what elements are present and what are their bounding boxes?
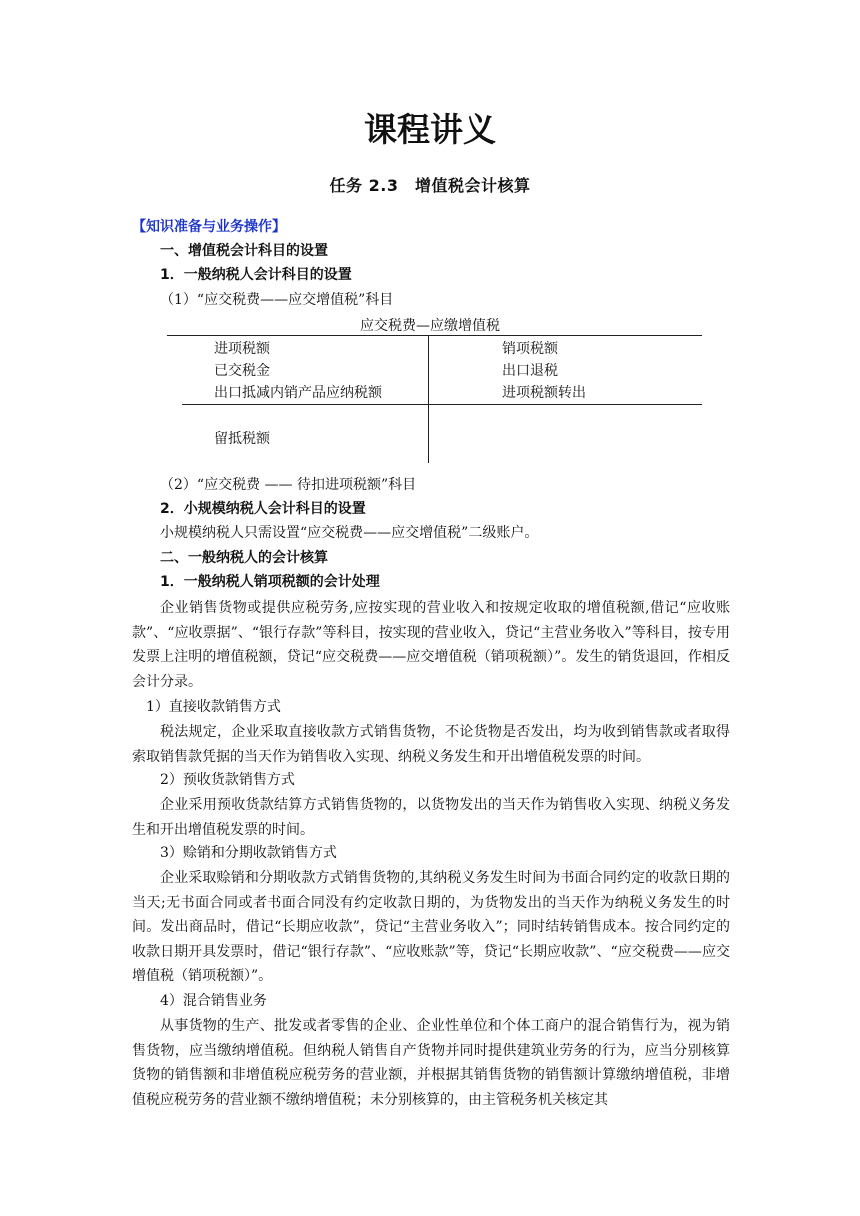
subheading: 2）预收货款销售方式 <box>160 772 295 788</box>
debit-item: 已交税金 <box>214 363 270 379</box>
subheading: 4）混合销售业务 <box>160 993 267 1009</box>
task-subtitle: 任务 2.3 增值税会计核算 <box>329 176 531 195</box>
paragraph: 企业采取赊销和分期收款方式销售货物的,其纳税义务发生时间为书面合同约定的收款日期的当天;无书面合同或者书面合同没有约定收款日期的，为货物发出的当天作为纳税义务发生的时间。发出商品时，借记“长期应收款”，贷记“主营业务收入”；同时结转销售成本。按合同约定的收款日期开具发票时，借记“银行存款”、“应收账款”等，贷记“长期应收款”、“应交税费——应交增值税（销项税额）”。 <box>132 870 730 985</box>
debit-item: 出口抵减内销产品应纳税额 <box>214 385 382 401</box>
item-1: （1）“应交税费——应交增值税”科目 <box>160 292 394 308</box>
debit-item: 进项税额 <box>214 341 270 357</box>
heading-2-1: 1．一般纳税人销项税额的会计处理 <box>160 574 380 590</box>
credit-item: 出口退税 <box>502 363 558 379</box>
t-account-title: 应交税费—应缴增值税 <box>360 318 500 334</box>
credit-item: 进项税额转出 <box>502 385 586 401</box>
balance-item: 留抵税额 <box>214 431 270 447</box>
t-account-balance-line <box>182 404 702 405</box>
item-2: （2）“应交税费 —— 待扣进项税额”科目 <box>160 477 417 493</box>
t-account-divider <box>428 335 429 463</box>
heading-2: 二、一般纳税人的会计核算 <box>160 550 328 566</box>
paragraph-small-taxpayer: 小规模纳税人只需设置“应交税费——应交增值税”二级账户。 <box>160 525 539 541</box>
heading-1: 一、增值税会计科目的设置 <box>160 243 328 259</box>
paragraph: 从事货物的生产、批发或者零售的企业、企业性单位和个体工商户的混合销售行为，视为销售货物，应当缴纳增值税。但纳税人销售自产货物并同时提供建筑业劳务的行为，应当分别核算货物的销售额和非增值税应税劳务的营业额，并根据其销售货物的销售额计算缴纳增值税，非增值税应税劳务的营业额不缴纳增值税；未分别核算的，由主管税务机关核定其 <box>132 1018 730 1108</box>
t-account-top-line <box>167 335 702 336</box>
paragraph: 税法规定，企业采取直接收款方式销售货物，不论货物是否发出，均为收到销售款或者取得索取销售款凭据的当天作为销售收入实现、纳税义务发生和开出增值税发票的时间。 <box>132 724 730 765</box>
heading-1-2: 2．小规模纳税人会计科目的设置 <box>160 501 366 517</box>
paragraph: 企业采用预收货款结算方式销售货物的，以货物发出的当天作为销售收入实现、纳税义务发生和开出增值税发票的时间。 <box>132 797 730 838</box>
credit-item: 销项税额 <box>502 341 558 357</box>
subheading: 1）直接收款销售方式 <box>146 699 281 715</box>
section-tag: 【知识准备与业务操作】 <box>132 219 286 235</box>
paragraph: 企业销售货物或提供应税劳务,应按实现的营业收入和按规定收取的增值税额,借记“应收账款”、“应收票据”、“银行存款”等科目，按实现的营业收入，贷记“主营业务收入”等科目，按专用发票上注明的增值税额，贷记“应交税费——应交增值税（销项税额）”。发生的销货退回，作相反会计分录。 <box>132 600 730 690</box>
page-title: 课程讲义 <box>364 110 496 149</box>
heading-1-1: 1．一般纳税人会计科目的设置 <box>160 267 352 283</box>
subheading: 3）赊销和分期收款销售方式 <box>160 845 337 861</box>
